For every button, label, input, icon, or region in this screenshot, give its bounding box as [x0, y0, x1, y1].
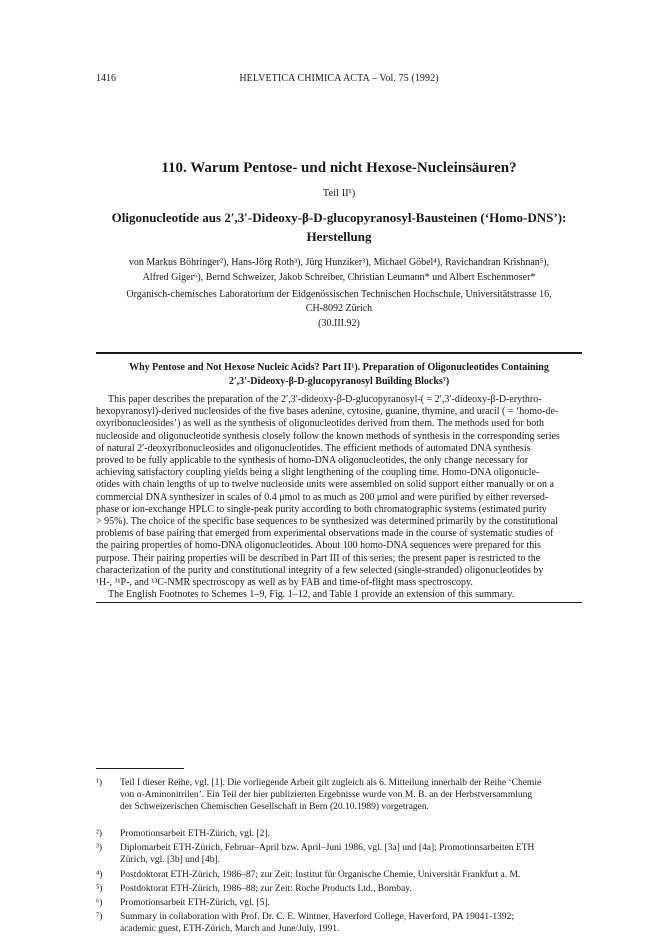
footnote-line: Diplomarbeit ETH-Zürich, Februar–April bzw. April–Juni 1986, vgl. [3a] und [4a]; Promotionsarbeiten ETH: [120, 843, 535, 853]
journal-name: HELVETICA CHIMICA ACTA – Vol. 75 (1992): [239, 73, 439, 84]
abstract-line: commercial DNA synthesizer in scales of 0.4 μmol to as much as 200 μmol and were purified by either reversed-: [96, 491, 549, 503]
footnote-separator: [96, 768, 184, 769]
abstract-line: hexopyranosyl)-derived nucleosides of the five bases adenine, cytosine, guanine, thymine, and uracil ( = ‘homo-de-: [96, 406, 559, 418]
footnote-line: der Schweizerischen Chemischen Gesellschaft in Bern (20.10.1989) vorgetragen.: [120, 801, 430, 812]
footnote-text: [120, 870, 582, 882]
abstract-line: otides with chain lengths of up to twelve nucleoside units were assembled on solid support either manually or on a: [96, 479, 554, 491]
footnote-number: ⁶): [96, 898, 103, 908]
footnote-line: Promotionsarbeit ETH-Zürich, vgl. [5].: [120, 898, 270, 908]
abstract-line: This paper describes the preparation of the 2′,3′-dideoxy-β-D-glucopyranosyl-( = 2′,3′-dideoxy-β-D-erythro-: [108, 394, 542, 405]
abstract-title-line2: 2′,3′-Dideoxy-β-D-glucopyranosyl Building Blocks⁷): [228, 376, 450, 387]
footnote-text: [120, 884, 582, 896]
abstract-line: characterization of the purity and constitutional integrity of a few selected (single-stranded) oligonucleotides by: [96, 564, 544, 576]
footnote-number: ³): [96, 843, 103, 853]
page-number: 1416: [96, 73, 116, 84]
institution-line2: CH-8092 Zürich: [305, 303, 373, 314]
footnote-line: Promotionsarbeit ETH-Zürich, vgl. [2].: [120, 829, 270, 839]
institution-line1: Organisch-chemisches Laboratorium der Eidgenössischen Technischen Hochschule, Universitätstrasse 16,: [126, 289, 552, 300]
footnote-line: Summary in collaboration with Prof. Dr. C. E. Wintner, Haverford College, Haverford, PA 19041-1392;: [120, 912, 514, 922]
footnote-text: [120, 912, 582, 936]
abstract-line: oxyribonucleosides’) as well as the synthesis of oligonucleotides derived from them. The methods used for both: [96, 418, 545, 430]
article-title: 110. Warum Pentose- und nicht Hexose-Nucleinsäuren?: [161, 160, 517, 176]
authors-line2: Alfred Giger⁶), Bernd Schweizer, Jakob Schreiber, Christian Leumann* und Albert Eschenmoser*: [142, 272, 536, 283]
footnote-number: ⁵): [96, 884, 103, 894]
authors-line1: von Markus Böhringer²), Hans-Jörg Roth³), Jürg Hunziker³), Michael Göbel⁴), Ravichandran Krishnan⁵),: [128, 257, 550, 268]
footnote-number: ²): [96, 829, 103, 839]
footnote-line: Postdoktorat ETH-Zürich, 1986–88; zur Zeit: Roche Products Ltd., Bombay.: [120, 884, 412, 894]
footnote-line: Zürich, vgl. [3b] und [4b].: [120, 854, 220, 865]
abstract-line: achieving satisfactory coupling yields being a slight lengthening of the coupling time. Homo-DNA oligonucle-: [96, 467, 540, 479]
footnote-line: von α-Aminonitrilen’. Ein Teil der hier publizierten Ergebnisse wurde von M. B. an der Herbstversammlung: [120, 789, 533, 800]
footnote-line: Teil I dieser Reihe, vgl. [1]. Die vorliegende Arbeit gilt zugleich als 6. Mitteilung innerhalb der Reihe ‘Chemie: [120, 778, 542, 788]
abstract-line: The English Footnotes to Schemes 1–9, Fig. 1–12, and Table 1 provide an extension of this summary.: [108, 589, 515, 601]
footnote-text: [120, 778, 582, 813]
top-rule: [96, 352, 582, 354]
footnote-number: ¹): [96, 778, 103, 788]
abstract-body: [96, 394, 582, 601]
article-subtitle-line2: Herstellung: [306, 229, 372, 244]
abstract-title-line1: Why Pentose and Not Hexose Nucleic Acids? Part II¹). Preparation of Oligonucleotides Containing: [129, 362, 549, 373]
abstract-line: the pairing properties of homo-DNA oligonucleotides. About 100 homo-DNA sequences were prepared for this: [96, 540, 541, 552]
abstract-line: > 95%). The choice of the specific base sequences to be synthesized was determined primarily by the constitutional: [96, 516, 558, 528]
abstract-line: of natural 2′-deoxyribonucleosides and oligonucleotides. The efficient methods of automated DNA synthesis: [96, 442, 531, 454]
footnote-line: academic guest, ETH-Zürich, March and June/July, 1991.: [120, 923, 340, 934]
footnote-number: ⁴): [96, 870, 103, 880]
article-subtitle-line1: Oligonucleotide aus 2′,3′-Dideoxy-β-D-glucopyranosyl-Bausteinen (‘Homo-DNS’):: [111, 210, 567, 225]
abstract-line: purpose. Their pairing properties will be described in Part III of this series; the present paper is restricted to the: [96, 552, 541, 564]
abstract-line: problems of base pairing that emerged from experimental observations made in the course of systematic studies of: [96, 528, 554, 540]
abstract-line: nucleoside and oligonucleotide synthesis closely follow the known methods of synthesis in the corresponding series: [96, 430, 560, 442]
running-header: [96, 73, 582, 87]
abstract-line: ¹H-, ³¹P-, and ¹³C-NMR spectroscopy as well as by FAB and time-of-flight mass spectroscopy.: [96, 577, 473, 589]
article-part: Teil II¹): [322, 188, 356, 199]
footnote-text: [120, 843, 582, 867]
footnote-number: ⁷): [96, 912, 103, 922]
footnote-text: [120, 898, 582, 910]
abstract-line: phase or ion-exchange HPLC to single-peak purity according to both chromatographic systems (estimated purity: [96, 503, 547, 515]
footnote-text: [120, 829, 582, 841]
received-date: (30.III.92): [318, 318, 360, 329]
bottom-rule: [96, 602, 582, 603]
abstract-line: proved to be fully applicable to the synthesis of homo-DNA oligonucleotides, the only change necessary for: [96, 455, 529, 467]
footnote-line: Postdoktorat ETH-Zürich, 1986–87; zur Zeit: Institut für Organische Chemie, Universität Frankfurt a. M.: [120, 870, 521, 880]
